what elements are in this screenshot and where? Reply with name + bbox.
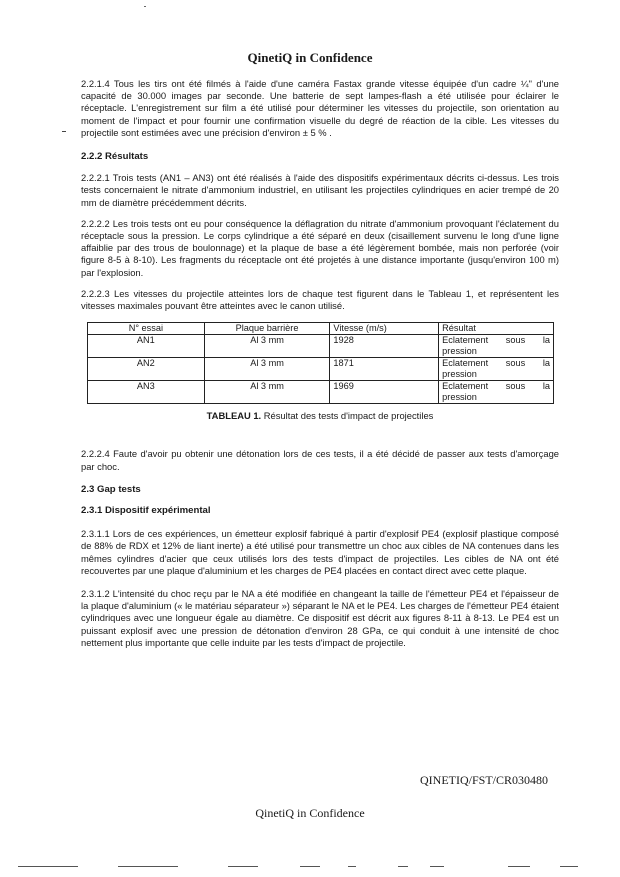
paragraph-2-2-1-4: 2.2.1.4 Tous les tirs ont été filmés à l'aide d'une caméra Fastax grande vitesse équipée d'un cadre ¼" d'une capacité de 30.000 images par seconde. Une batterie de sept lampes-flash a été utilisée pour éclairer le réceptacle. L'enregistrement sur film a été utilisé pour déterminer les vitesses du projectile, son orientation au moment de l'impact et pour fournir une confirmation visuelle du degré de réaction de la cible. Les vitesses du projectile sont estimées avec une précision d'environ ± 5 % . [81, 78, 559, 138]
caption-text: Résultat des tests d'impact de projectiles [261, 410, 434, 422]
cell-essai: AN3 [88, 381, 205, 404]
scan-artifact [228, 866, 258, 867]
column-header: Plaque barrière [204, 323, 330, 335]
caption-label: TABLEAU 1. [206, 410, 262, 422]
scan-artifact [430, 866, 444, 867]
resultat-line: pression [442, 392, 477, 403]
column-header: Résultat [439, 323, 554, 335]
cell-resultat [439, 335, 554, 358]
results-table [87, 322, 554, 404]
scan-artifact [118, 866, 178, 867]
scan-artifact [300, 866, 320, 867]
cell-vitesse: 1871 [330, 358, 439, 381]
section-heading-2-3-1: 2.3.1 Dispositif expérimental [81, 505, 211, 517]
table-row [88, 381, 554, 404]
cell-plaque: Al 3 mm [204, 381, 330, 404]
column-header: N° essai [88, 323, 205, 335]
paragraph-2-2-2-2: 2.2.2.2 Les trois tests ont eu pour conséquence la déflagration du nitrate d'ammonium provoquant l'éclatement du réceptacle sous la pression. Le corps cylindrique a été séparé en deux (cisaillement survenu le long d'une ligne affaiblie par des trous de boulonnage) et la plaque de base a été légèrement bombée, mais non perforée (voir figure 8-5 à 8-10). Les fragments du réceptacle ont été projetés à une distance importante (jusqu'environ 100 m) par l'explosion. [81, 217, 559, 278]
scan-artifact [508, 866, 530, 867]
resultat-line: Eclatement sous la [442, 335, 550, 346]
resultat-line: Eclatement sous la [442, 381, 550, 392]
paragraph-2-2-2-4: 2.2.2.4 Faute d'avoir pu obtenir une détonation lors de ces tests, il a été décidé de passer aux tests d'amorçage par choc. [81, 448, 559, 472]
page-footer: QinetiQ in Confidence [255, 806, 365, 820]
cell-vitesse: 1969 [330, 381, 439, 404]
scan-artifact [348, 866, 356, 867]
cell-plaque: Al 3 mm [204, 335, 330, 358]
paragraph-2-2-2-1: 2.2.2.1 Trois tests (AN1 – AN3) ont été réalisés à l'aide des dispositifs expérimentaux décrits ci-dessus. Les trois tests concernaient le nitrate d'ammonium industriel, en utilisant les projectiles cylindriques en acier trempé de 20 mm de diamètre précédemment décrits. [81, 172, 559, 208]
page-header: QinetiQ in Confidence [247, 50, 373, 65]
table-row [88, 358, 554, 381]
column-header: Vitesse (m/s) [330, 323, 439, 335]
section-heading-2-2-2: 2.2.2 Résultats [81, 151, 149, 163]
resultat-line: pression [442, 346, 477, 357]
table-row [88, 335, 554, 358]
resultat-line: Eclatement sous la [442, 358, 550, 369]
cell-plaque: Al 3 mm [204, 358, 330, 381]
margin-mark [62, 131, 66, 132]
scan-artifact [560, 866, 578, 867]
cell-essai: AN2 [88, 358, 205, 381]
cell-resultat [439, 381, 554, 404]
cell-essai: AN1 [88, 335, 205, 358]
paragraph-2-2-2-3: 2.2.2.3 Les vitesses du projectile atteintes lors de chaque test figurent dans le Tableau 1, et représentent les vitesses maximales pouvant être atteintes avec le canon utilisé. [81, 287, 559, 312]
document-body [81, 78, 559, 658]
table-caption [81, 410, 559, 422]
section-heading-2-3: 2.3 Gap tests [81, 483, 141, 495]
cell-vitesse: 1928 [330, 335, 439, 358]
paragraph-2-3-1-2: 2.3.1.2 L'intensité du choc reçu par le NA a été modifiée en changeant la taille de l'émetteur PE4 et l'épaisseur de la plaque d'aluminium (« le matériau séparateur ») séparant le NA et le PE4. Les charges de l'émetteur PE4 étaient cylindriques avec une longueur égale au diamètre. Ce dispositif est décrit aux figures 8-11 à 8-13. Le PE4 est un puissant explosif avec une pression de détonation d'environ 28 GPa, ce qui conduit à une intensité de choc nettement plus importante que celle induite par les tests d'impact de projectile. [81, 588, 559, 648]
resultat-line: pression [442, 369, 477, 380]
table-header-row [88, 323, 554, 335]
document-reference: QINETIQ/FST/CR030480 [420, 773, 549, 787]
cell-resultat [439, 358, 554, 381]
paragraph-2-3-1-1: 2.3.1.1 Lors de ces expériences, un émetteur explosif fabriqué à partir d'explosif PE4 (explosif plastique composé de 88% de RDX et 12% de liant inerte) a été utilisé pour transmettre un choc aux cibles de NA contenues dans les mêmes cylindres d'acier que ceux utilisés lors des tests d'impact de projectiles. Les cibles de NA ont été recouvertes par une plaque d'aluminium et les charges de PE4 placées en contact direct avec cette plaque. [81, 528, 559, 576]
scan-artifact [398, 866, 408, 867]
scan-artifact [18, 866, 78, 867]
scan-artifact [144, 6, 146, 7]
